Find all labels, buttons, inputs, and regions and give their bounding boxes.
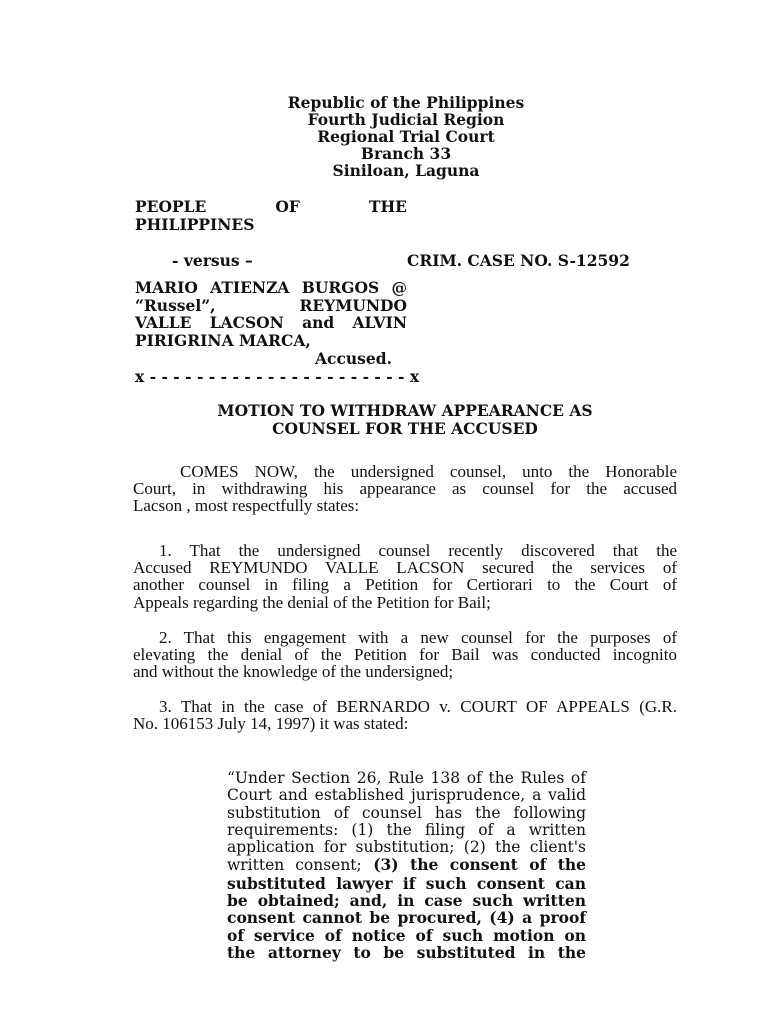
- quote-bold-line: substituted lawyer if such consent can: [227, 873, 586, 893]
- block-quote: [227, 770, 586, 961]
- intro-paragraph: [133, 463, 677, 515]
- plaintiff-block: [135, 198, 407, 233]
- accused-line: PIRIGRINA MARCA,: [135, 330, 311, 350]
- motion-title-line-1: MOTION TO WITHDRAW APPEARANCE AS: [217, 401, 593, 420]
- paragraph-line: another counsel in filing a Petition for Certiorari to the Court of: [133, 575, 677, 595]
- paragraph-3: [133, 698, 677, 732]
- header-republic: Republic of the Philippines: [287, 93, 525, 112]
- paragraph-line: and without the knowledge of the undersigned;: [133, 662, 454, 682]
- quote-line: requirements: (1) the filing of a written: [227, 820, 586, 839]
- header-region: Fourth Judicial Region: [307, 110, 505, 129]
- accused-label: Accused.: [315, 349, 392, 368]
- header-branch: Branch 33: [360, 144, 452, 163]
- caption-separator: x - - - - - - - - - - - - - - - - - - - - - - x: [135, 367, 420, 386]
- accused-line: “Russel”, REYMUNDO: [135, 295, 407, 315]
- quote-bold-line: the attorney to be substituted in the: [227, 942, 586, 962]
- quote-bold-line: consent cannot be procured, (4) a proof: [227, 908, 586, 928]
- quote-bold-line: of service of notice of such motion on: [227, 925, 586, 945]
- quote-line-mixed: [227, 856, 586, 874]
- paragraph-1: [133, 542, 677, 611]
- quote-bold-segment: (3) the consent of the: [361, 855, 586, 875]
- paragraph-line: Accused REYMUNDO VALLE LACSON secured the services of: [133, 558, 677, 578]
- quote-line: Court and established jurisprudence, a valid: [227, 786, 586, 805]
- plaintiff-line-2: PHILIPPINES: [135, 214, 255, 234]
- accused-block: [135, 279, 407, 349]
- paragraph-line: COMES NOW, the undersigned counsel, unto the Honorable: [180, 462, 677, 481]
- plaintiff-word: PEOPLE: [135, 197, 207, 216]
- header-location: Siniloan, Laguna: [332, 161, 480, 180]
- plaintiff-line-1: [135, 198, 407, 216]
- versus-label: - versus –: [172, 251, 253, 270]
- quote-bold-line: be obtained; and, in case such written: [227, 891, 586, 911]
- court-header: [0, 94, 768, 179]
- quote-normal-segment: written consent;: [227, 856, 362, 875]
- motion-title: [135, 402, 675, 438]
- paragraph-line: Appeals regarding the denial of the Petition for Bail;: [133, 592, 491, 612]
- paragraph-line: elevating the denial of the Petition for Bail was conducted incognito: [133, 645, 677, 665]
- header-court: Regional Trial Court: [317, 127, 495, 146]
- quote-line: application for substitution; (2) the client's: [227, 838, 586, 857]
- paragraph-line: 2. That this engagement with a new counsel for the purposes of: [159, 628, 677, 647]
- quote-line: “Under Section 26, Rule 138 of the Rules of: [227, 769, 586, 787]
- paragraph-line: Lacson , most respectfully states:: [133, 496, 360, 516]
- paragraph-line: No. 106153 July 14, 1997) it was stated:: [133, 714, 409, 734]
- plaintiff-word: THE: [368, 197, 407, 216]
- paragraph-2: [133, 629, 677, 681]
- quote-line: substitution of counsel has the following: [227, 803, 586, 822]
- accused-line: MARIO ATIENZA BURGOS @: [135, 278, 407, 297]
- case-number: CRIM. CASE NO. S-12592: [407, 251, 630, 270]
- paragraph-line: 3. That in the case of BERNARDO v. COURT OF APPEALS (G.R.: [159, 697, 677, 716]
- paragraph-line: Court, in withdrawing his appearance as counsel for the accused: [133, 479, 677, 499]
- accused-line: VALLE LACSON and ALVIN: [135, 313, 407, 332]
- paragraph-line: 1. That the undersigned counsel recently discovered that the: [159, 541, 677, 560]
- motion-title-line-2: COUNSEL FOR THE ACCUSED: [272, 419, 538, 438]
- plaintiff-word: OF: [275, 197, 300, 216]
